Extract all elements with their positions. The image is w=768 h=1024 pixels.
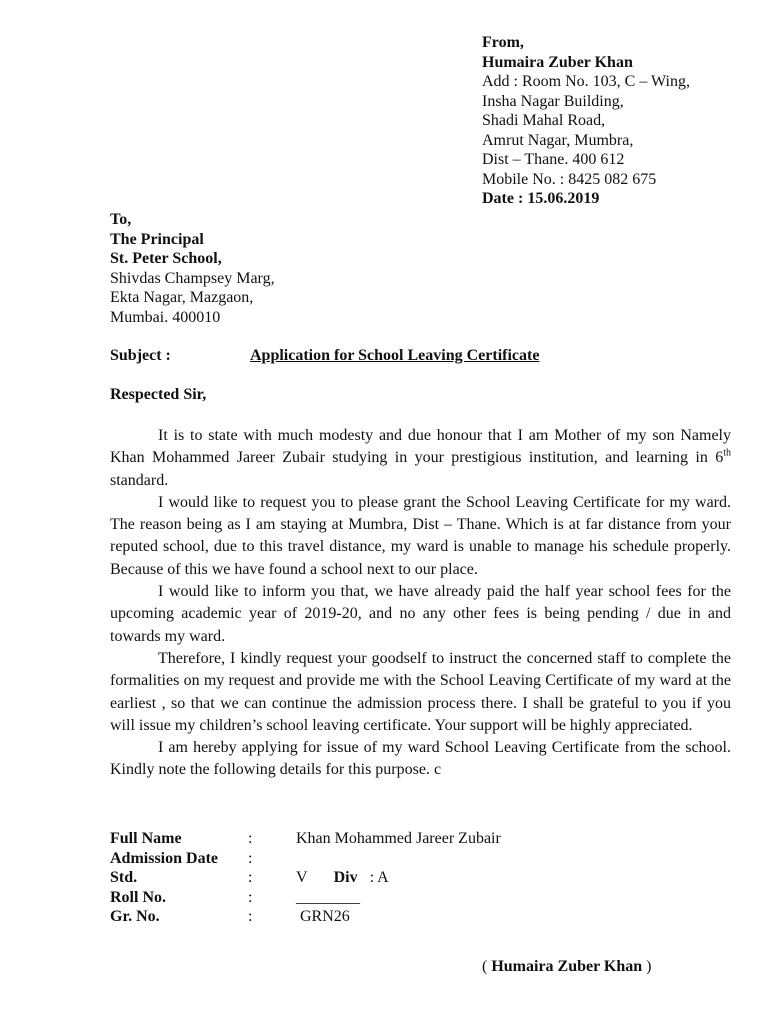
- roll-no-label: Roll No.: [110, 888, 166, 906]
- sender-address-line: Add : Room No. 103, C – Wing,: [482, 73, 690, 90]
- div-value: : A: [369, 869, 389, 886]
- recipient-address-line: Mumbai. 400010: [110, 308, 221, 326]
- recipient-block: [110, 210, 275, 327]
- detail-row: [110, 829, 501, 849]
- sender-name: Humaira Zuber Khan: [482, 53, 633, 71]
- recipient-address-line: Ekta Nagar, Mazgaon,: [110, 289, 254, 306]
- paragraph-text: standard.: [110, 471, 169, 489]
- paragraph: I am hereby applying for issue of my ward School Leaving Certificate from the school. Kindly note the following details for this purpose. c: [110, 739, 731, 779]
- signature-name: Humaira Zuber Khan: [491, 958, 643, 975]
- std-value: V: [296, 869, 308, 886]
- admission-date-label: Admission Date: [110, 849, 219, 867]
- detail-row: [110, 849, 501, 869]
- gr-no-value: GRN26: [300, 908, 350, 925]
- subject-text: Application for School Leaving Certificate: [250, 347, 540, 364]
- subject-line: [110, 347, 539, 365]
- separator: :: [248, 869, 253, 886]
- recipient-title: The Principal: [110, 230, 204, 248]
- separator: :: [248, 849, 253, 867]
- sender-block: [482, 33, 690, 209]
- from-label: From,: [482, 34, 524, 51]
- paragraph: I would like to request you to please grant the School Leaving Certificate for my ward. The reason being as I am staying at Mumbra, Dist – Thane. Which is at far distance from your reputed school, due to this travel distance, my ward is unable to manage his schedule properly. Because of this we have found a school next to our place.: [110, 493, 731, 578]
- paragraph: Therefore, I kindly request your goodself to instruct the concerned staff to complete the formalities on my request and provide me with the School Leaving Certificate of my ward at the earliest , so that we can continue the admission process there. I shall be grateful to you if you will issue my children’s school leaving certificate. Your support will be highly appreciated.: [110, 649, 731, 734]
- paragraph-text: It is to state with much modesty and due honour that I am Mother of my son Namely Khan Mohammed Jareer Zubair studying in your prestigious institution, and learning in 6: [110, 427, 731, 467]
- std-value-group: [296, 868, 501, 888]
- signature-open-paren: (: [482, 958, 492, 975]
- detail-row: [110, 907, 501, 927]
- div-label: Div: [333, 869, 358, 886]
- admission-date-value: [296, 849, 501, 869]
- paragraph: I would like to inform you that, we have already paid the half year school fees for the upcoming academic year of 2019-20, and no any other fees is being pending / due in and towards my ward.: [110, 583, 731, 645]
- signature-block: [482, 958, 652, 976]
- to-label: To,: [110, 211, 132, 228]
- separator: :: [248, 888, 253, 906]
- sender-address-line: Amrut Nagar, Mumbra,: [482, 131, 634, 149]
- std-label: Std.: [110, 869, 138, 886]
- sender-address-line: Shadi Mahal Road,: [482, 112, 606, 129]
- roll-no-value: ________: [296, 888, 360, 906]
- recipient-address-line: Shivdas Champsey Marg,: [110, 269, 275, 287]
- sender-mobile: Mobile No. : 8425 082 675: [482, 170, 657, 188]
- full-name-value: Khan Mohammed Jareer Zubair: [296, 830, 501, 847]
- separator: :: [248, 830, 253, 847]
- letter-body: [110, 425, 731, 782]
- ordinal-suffix: th: [723, 447, 731, 459]
- subject-label: Subject :: [110, 347, 171, 364]
- full-name-label: Full Name: [110, 830, 182, 847]
- detail-row: [110, 888, 501, 908]
- student-details: [110, 829, 501, 927]
- separator: :: [248, 908, 253, 925]
- sender-address-line: Dist – Thane. 400 612: [482, 151, 625, 168]
- paragraph: [110, 425, 731, 492]
- recipient-school: St. Peter School,: [110, 250, 222, 267]
- letter-date: Date : 15.06.2019: [482, 190, 600, 207]
- detail-row: [110, 868, 501, 888]
- gr-no-label: Gr. No.: [110, 908, 160, 925]
- signature-close-paren: ): [642, 958, 652, 975]
- salutation: Respected Sir,: [110, 386, 207, 403]
- sender-address-line: Insha Nagar Building,: [482, 92, 624, 110]
